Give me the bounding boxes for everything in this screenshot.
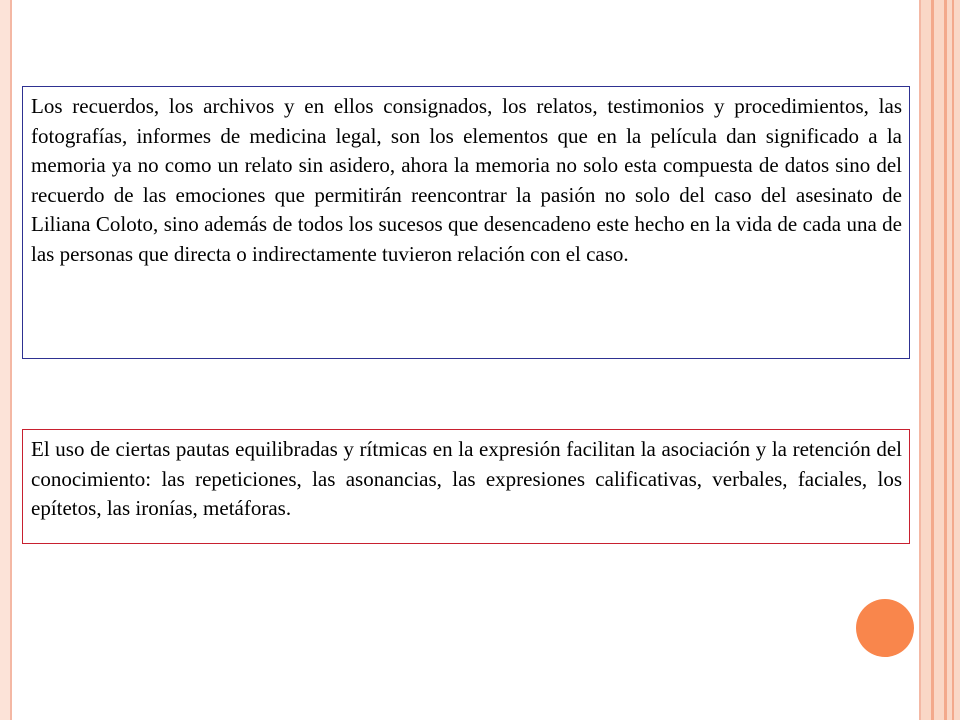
rhythm-paragraph-box: El uso de ciertas pautas equilibradas y rítmicas en la expresión facilitan la asociación y la retención del conocimiento: las repeticiones, las asonancias, las expresiones calificativas, verbales, faciales, los epítetos, las ironías, metáforas. bbox=[22, 429, 910, 544]
right-frame-stripe bbox=[931, 0, 934, 720]
right-frame-stripe bbox=[944, 0, 947, 720]
right-frame-stripe bbox=[952, 0, 954, 720]
memory-paragraph-box: Los recuerdos, los archivos y en ellos consignados, los relatos, testimonios y procedimientos, las fotografías, informes de medicina legal, son los elementos que en la película dan significado a la memoria ya no como un relato sin asidero, ahora la memoria no solo esta compuesta de datos sino del recuerdo de las emociones que permitirán reencontrar la pasión no solo del caso del asesinato de Liliana Coloto, sino además de todos los sucesos que desencadeno este hecho en la vida de cada una de las personas que directa o indirectamente tuvieron relación con el caso. bbox=[22, 86, 910, 359]
left-frame-band bbox=[0, 0, 10, 720]
left-frame-line bbox=[10, 0, 12, 720]
right-frame-band bbox=[921, 0, 960, 720]
orange-circle-decoration bbox=[856, 599, 914, 657]
